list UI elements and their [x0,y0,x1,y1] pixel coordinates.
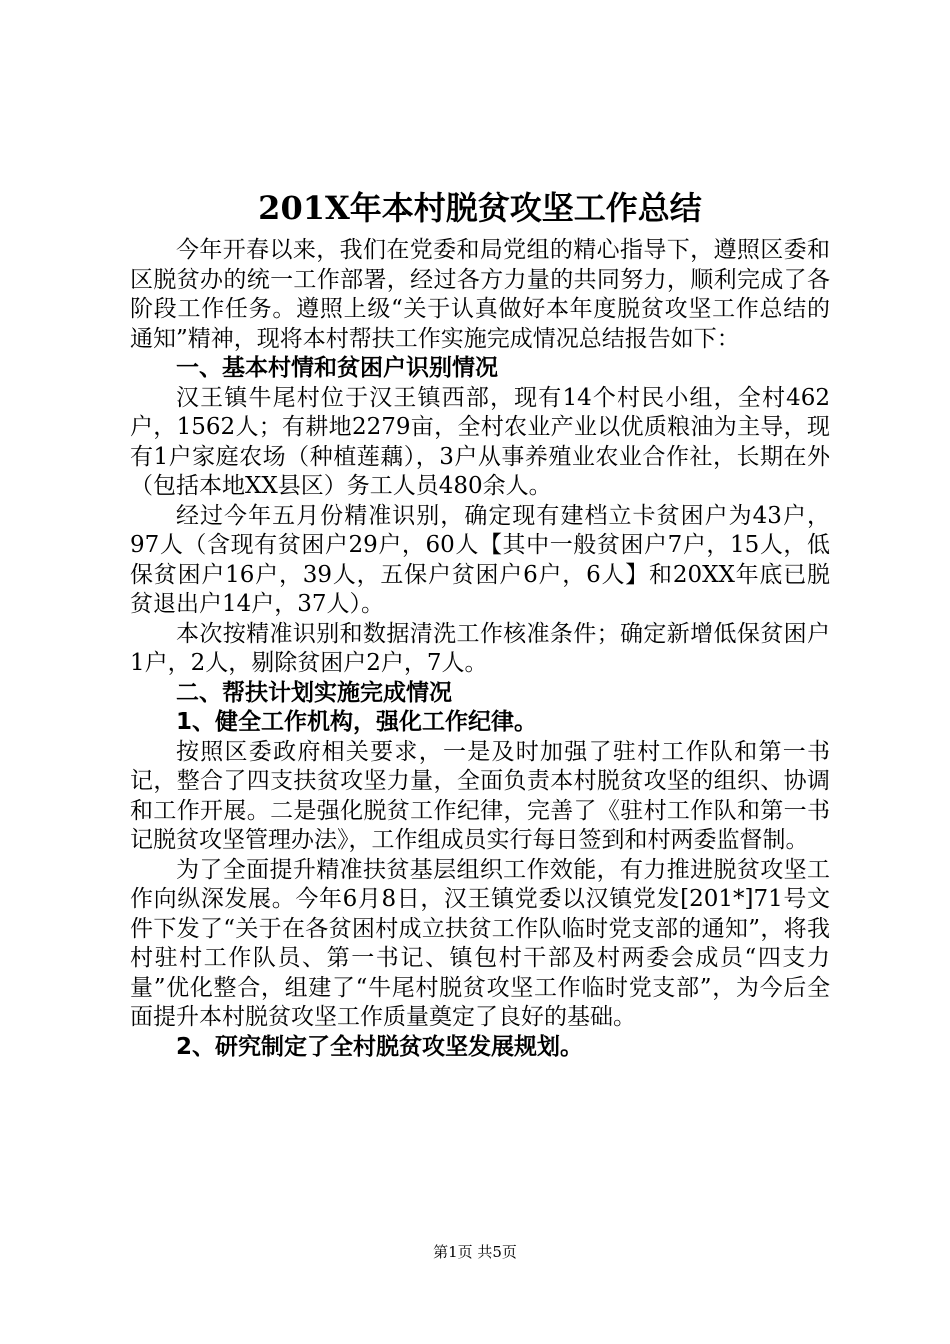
section-heading-2: 二、帮扶计划实施完成情况 [176,679,452,706]
intro-paragraph: 今年开春以来，我们在党委和局党组的精心指导下，遵照区委和区脱贫办的统一工作部署，经过各方力量的共同努力，顺利完成了各阶段工作任务。遵照上级“关于认真做好本年度脱贫攻坚工作总结的通知”精神，现将本村帮扶工作实施完成情况总结报告如下： [130,237,830,352]
identification-paragraph: 经过今年五月份精准识别，确定现有建档立卡贫困户为43户，97人（含现有贫困户29户，60人【其中一般贫困户7户，15人，低保贫困户16户，39人，五保户贫困户6户，6人】和20XX年底已脱贫退出户14户，37人）。 [130,502,830,617]
subsection-heading-1: 1、健全工作机构，强化工作纪律。 [176,709,538,735]
subsection-heading-2: 2、研究制定了全村脱贫攻坚发展规划。 [176,1033,584,1060]
document-page [130,180,830,1062]
data-cleaning-paragraph: 本次按精准识别和数据清洗工作核准条件；确定新增低保贫困户1户，2人，剔除贫困户2户，7人。 [130,620,830,676]
village-profile-paragraph: 汉王镇牛尾村位于汉王镇西部，现有14个村民小组，全村462户，1562人；有耕地2279亩，全村农业产业以优质粮油为主导，现有1户家庭农场（种植莲藕），3户从事养殖业农业合作社，长期在外（包括本地XX县区）务工人员480余人。 [130,384,830,499]
party-branch-paragraph: 为了全面提升精准扶贫基层组织工作效能，有力推进脱贫攻坚工作向纵深发展。今年6月8日，汉王镇党委以汉镇党发[201*]71号文件下发了“关于在各贫困村成立扶贫工作队临时党支部的通知”，将我村驻村工作队员、第一书记、镇包村干部及村两委会成员“四支力量”优化整合，组建了“牛尾村脱贫攻坚工作临时党支部”，为今后全面提升本村脱贫攻坚工作质量奠定了良好的基础。 [130,856,830,1030]
document-title: 201X年本村脱贫攻坚工作总结 [258,189,702,227]
page-footer: 第1页 共5页 [433,1243,517,1261]
organization-paragraph: 按照区委政府相关要求，一是及时加强了驻村工作队和第一书记，整合了四支扶贫攻坚力量，全面负责本村脱贫攻坚的组织、协调和工作开展。二是强化脱贫工作纪律，完善了《驻村工作队和第一书记脱贫攻坚管理办法》，工作组成员实行每日签到和村两委监督制。 [130,738,830,853]
section-heading-1: 一、基本村情和贫困户识别情况 [176,355,498,381]
